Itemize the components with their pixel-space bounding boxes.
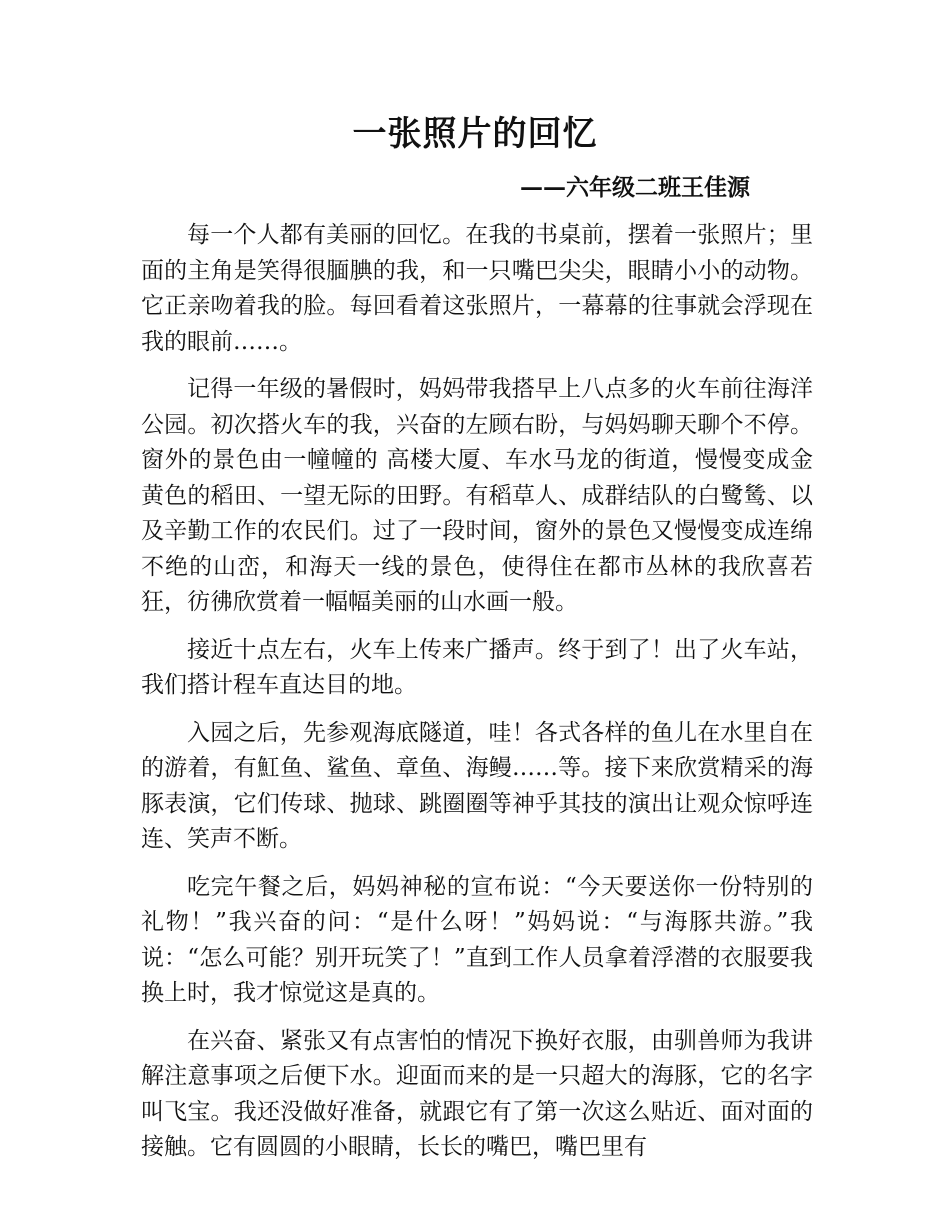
paragraph-2: 记得一年级的暑假时，妈妈带我搭早上八点多的火车前往海洋公园。初次搭火车的我，兴奋的左顾右盼，与妈妈聊天聊个不停。窗外的景色由一幢幢的 高楼大厦、车水马龙的街道，慢慢变成金黄色的稻田、一望无际的田野。有稻草人、成群结队的白鹭鸶、以及辛勤工作的农民们。过了一段时间，窗外的景色又慢慢变成连绵不绝的山峦，和海天一线的景色，使得住在都市丛林的我欣喜若狂，彷彿欣赏着一幅幅美丽的山水画一般。	[141, 376, 813, 615]
paragraph-6: 在兴奋、紧张又有点害怕的情况下换好衣服，由驯兽师为我讲解注意事项之后便下水。迎面而来的是一只超大的海豚，它的名字叫飞宝。我还没做好准备，就跟它有了第一次这么贴近、面对面的接触。它有圆圆的小眼睛，长长的嘴巴，嘴巴里有	[141, 1027, 813, 1160]
document-title: 一张照片的回忆	[352, 114, 598, 154]
paragraph-4: 入园之后，先参观海底隧道，哇！各式各样的鱼儿在水里自在的游着，有魟鱼、鲨鱼、章鱼、海鳗……等。接下来欣赏精采的海豚表演，它们传球、抛球、跳圈圈等神乎其技的演出让观众惊呼连连、笑声不断。	[141, 719, 813, 852]
paragraph-1: 每一个人都有美丽的回忆。在我的书桌前，摆着一张照片；里面的主角是笑得很腼腆的我，和一只嘴巴尖尖，眼睛小小的动物。它正亲吻着我的脸。每回看着这张照片，一幕幕的往事就会浮现在我的眼前……。	[141, 222, 813, 355]
document-author: ——六年级二班王佳源	[520, 174, 750, 201]
paragraph-3: 接近十点左右，火车上传来广播声。终于到了！出了火车站，我们搭计程车直达目的地。	[141, 636, 813, 698]
document-body	[141, 218, 813, 1178]
paragraph-5: 吃完午餐之后，妈妈神秘的宣布说：“今天要送你一份特别的礼物！”我兴奋的问：“是什么呀！”妈妈说：“与海豚共游。”我说：“怎么可能？别开玩笑了！”直到工作人员拿着浮潜的衣服要我换上时，我才惊觉这是真的。	[141, 873, 813, 1006]
